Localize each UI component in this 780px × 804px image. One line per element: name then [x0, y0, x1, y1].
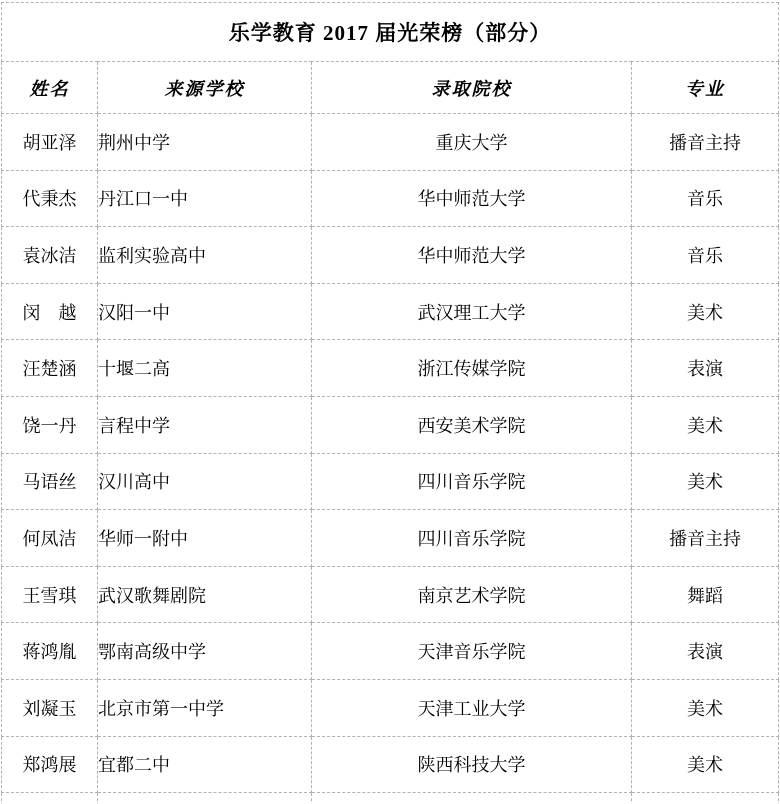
- table-row: [2, 283, 779, 340]
- name-cell: 王雪琪: [2, 566, 98, 623]
- major-cell: 美术: [632, 396, 779, 453]
- name-cell: 刘凝玉: [2, 679, 98, 736]
- table-row: [2, 170, 779, 227]
- name-cell: 代秉杰: [2, 170, 98, 227]
- empty-cell: [2, 793, 98, 804]
- college-cell: 西安美术学院: [312, 396, 632, 453]
- school-cell: 言程中学: [98, 396, 312, 453]
- school-cell: 北京市第一中学: [98, 679, 312, 736]
- header-row: [2, 62, 779, 114]
- page-title: 乐学教育 2017 届光荣榜（部分）: [2, 3, 779, 62]
- college-cell: 华中师范大学: [312, 170, 632, 227]
- header-college: 录取院校: [312, 62, 632, 114]
- empty-cell: [312, 793, 632, 804]
- major-cell: 音乐: [632, 227, 779, 284]
- major-cell: 播音主持: [632, 114, 779, 171]
- table-row: [2, 227, 779, 284]
- name-cell: 蒋鸿胤: [2, 623, 98, 680]
- school-cell: 十堰二高: [98, 340, 312, 397]
- major-cell: 美术: [632, 679, 779, 736]
- empty-cell: [98, 793, 312, 804]
- college-cell: 陕西科技大学: [312, 736, 632, 793]
- school-cell: 汉川高中: [98, 453, 312, 510]
- name-cell: 袁冰洁: [2, 227, 98, 284]
- major-cell: 美术: [632, 736, 779, 793]
- table-row: [2, 679, 779, 736]
- name-cell: 汪楚涵: [2, 340, 98, 397]
- major-cell: 表演: [632, 340, 779, 397]
- school-cell: 鄂南高级中学: [98, 623, 312, 680]
- major-cell: 播音主持: [632, 510, 779, 567]
- major-cell: 舞蹈: [632, 566, 779, 623]
- name-cell: 马语丝: [2, 453, 98, 510]
- name-cell: 胡亚泽: [2, 114, 98, 171]
- name-cell: 郑鸿展: [2, 736, 98, 793]
- college-cell: 南京艺术学院: [312, 566, 632, 623]
- school-cell: 宜都二中: [98, 736, 312, 793]
- empty-cell: [632, 793, 779, 804]
- college-cell: 重庆大学: [312, 114, 632, 171]
- empty-row: [2, 793, 779, 804]
- school-cell: 武汉歌舞剧院: [98, 566, 312, 623]
- table-row: [2, 510, 779, 567]
- school-cell: 荆州中学: [98, 114, 312, 171]
- table-row: [2, 340, 779, 397]
- table-row: [2, 114, 779, 171]
- school-cell: 华师一附中: [98, 510, 312, 567]
- honor-roll-table: [1, 2, 779, 804]
- school-cell: 汉阳一中: [98, 283, 312, 340]
- major-cell: 美术: [632, 453, 779, 510]
- college-cell: 天津工业大学: [312, 679, 632, 736]
- table-row: [2, 736, 779, 793]
- table-body: [2, 114, 779, 793]
- header-major: 专业: [632, 62, 779, 114]
- table-row: [2, 453, 779, 510]
- header-name: 姓名: [2, 62, 98, 114]
- school-cell: 监利实验高中: [98, 227, 312, 284]
- college-cell: 浙江传媒学院: [312, 340, 632, 397]
- college-cell: 武汉理工大学: [312, 283, 632, 340]
- name-cell: 饶一丹: [2, 396, 98, 453]
- college-cell: 四川音乐学院: [312, 453, 632, 510]
- name-cell: 闵 越: [2, 283, 98, 340]
- table-row: [2, 396, 779, 453]
- major-cell: 美术: [632, 283, 779, 340]
- college-cell: 华中师范大学: [312, 227, 632, 284]
- table-row: [2, 566, 779, 623]
- college-cell: 四川音乐学院: [312, 510, 632, 567]
- name-cell: 何凤洁: [2, 510, 98, 567]
- school-cell: 丹江口一中: [98, 170, 312, 227]
- major-cell: 表演: [632, 623, 779, 680]
- title-row: [2, 3, 779, 62]
- header-school: 来源学校: [98, 62, 312, 114]
- table-row: [2, 623, 779, 680]
- major-cell: 音乐: [632, 170, 779, 227]
- college-cell: 天津音乐学院: [312, 623, 632, 680]
